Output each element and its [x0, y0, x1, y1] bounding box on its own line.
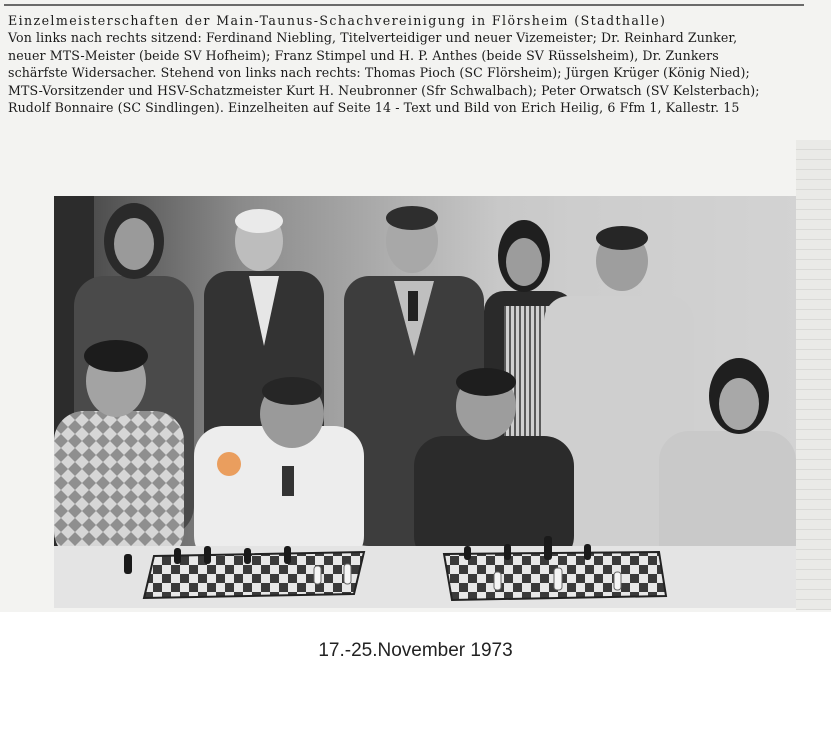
caption-line: neuer MTS-Meister (beide SV Hofheim); Franz Stimpel und H. P. Anthes (beide SV Rüsselsheim), Dr. Zunkers	[8, 47, 719, 63]
date-label: 17.-25.November 1973	[318, 640, 513, 661]
caption-line: MTS-Vorsitzender und HSV-Schatzmeister Kurt H. Neubronner (Sfr Schwalbach); Peter Orwatsch (SV Kelsterbach);	[8, 82, 760, 98]
caption-line: Rudolf Bonnaire (SC Sindlingen). Einzelheiten auf Seite 14 - Text und Bild von Erich Heilig, 6 Ffm 1, Kallestr. 15	[8, 100, 740, 116]
clipping-top-rule	[4, 4, 804, 6]
caption-headline: Einzelmeisterschaften der Main-Taunus-Schachvereinigung in Flörsheim (Stadthalle)	[8, 13, 667, 28]
chess-table	[54, 536, 796, 608]
group-photo	[54, 196, 796, 608]
clipping-caption	[8, 12, 808, 116]
caption-line: Von links nach rechts sitzend: Ferdinand Niebling, Titelverteidiger und neuer Vizemeister; Dr. Reinhard Zunker,	[8, 30, 738, 46]
caption-line: schärfste Widersacher. Stehend von links nach rechts: Thomas Pioch (SC Flörsheim); Jürgen Krüger (König Nied);	[8, 65, 750, 81]
adjacent-column-bleed	[796, 140, 831, 610]
